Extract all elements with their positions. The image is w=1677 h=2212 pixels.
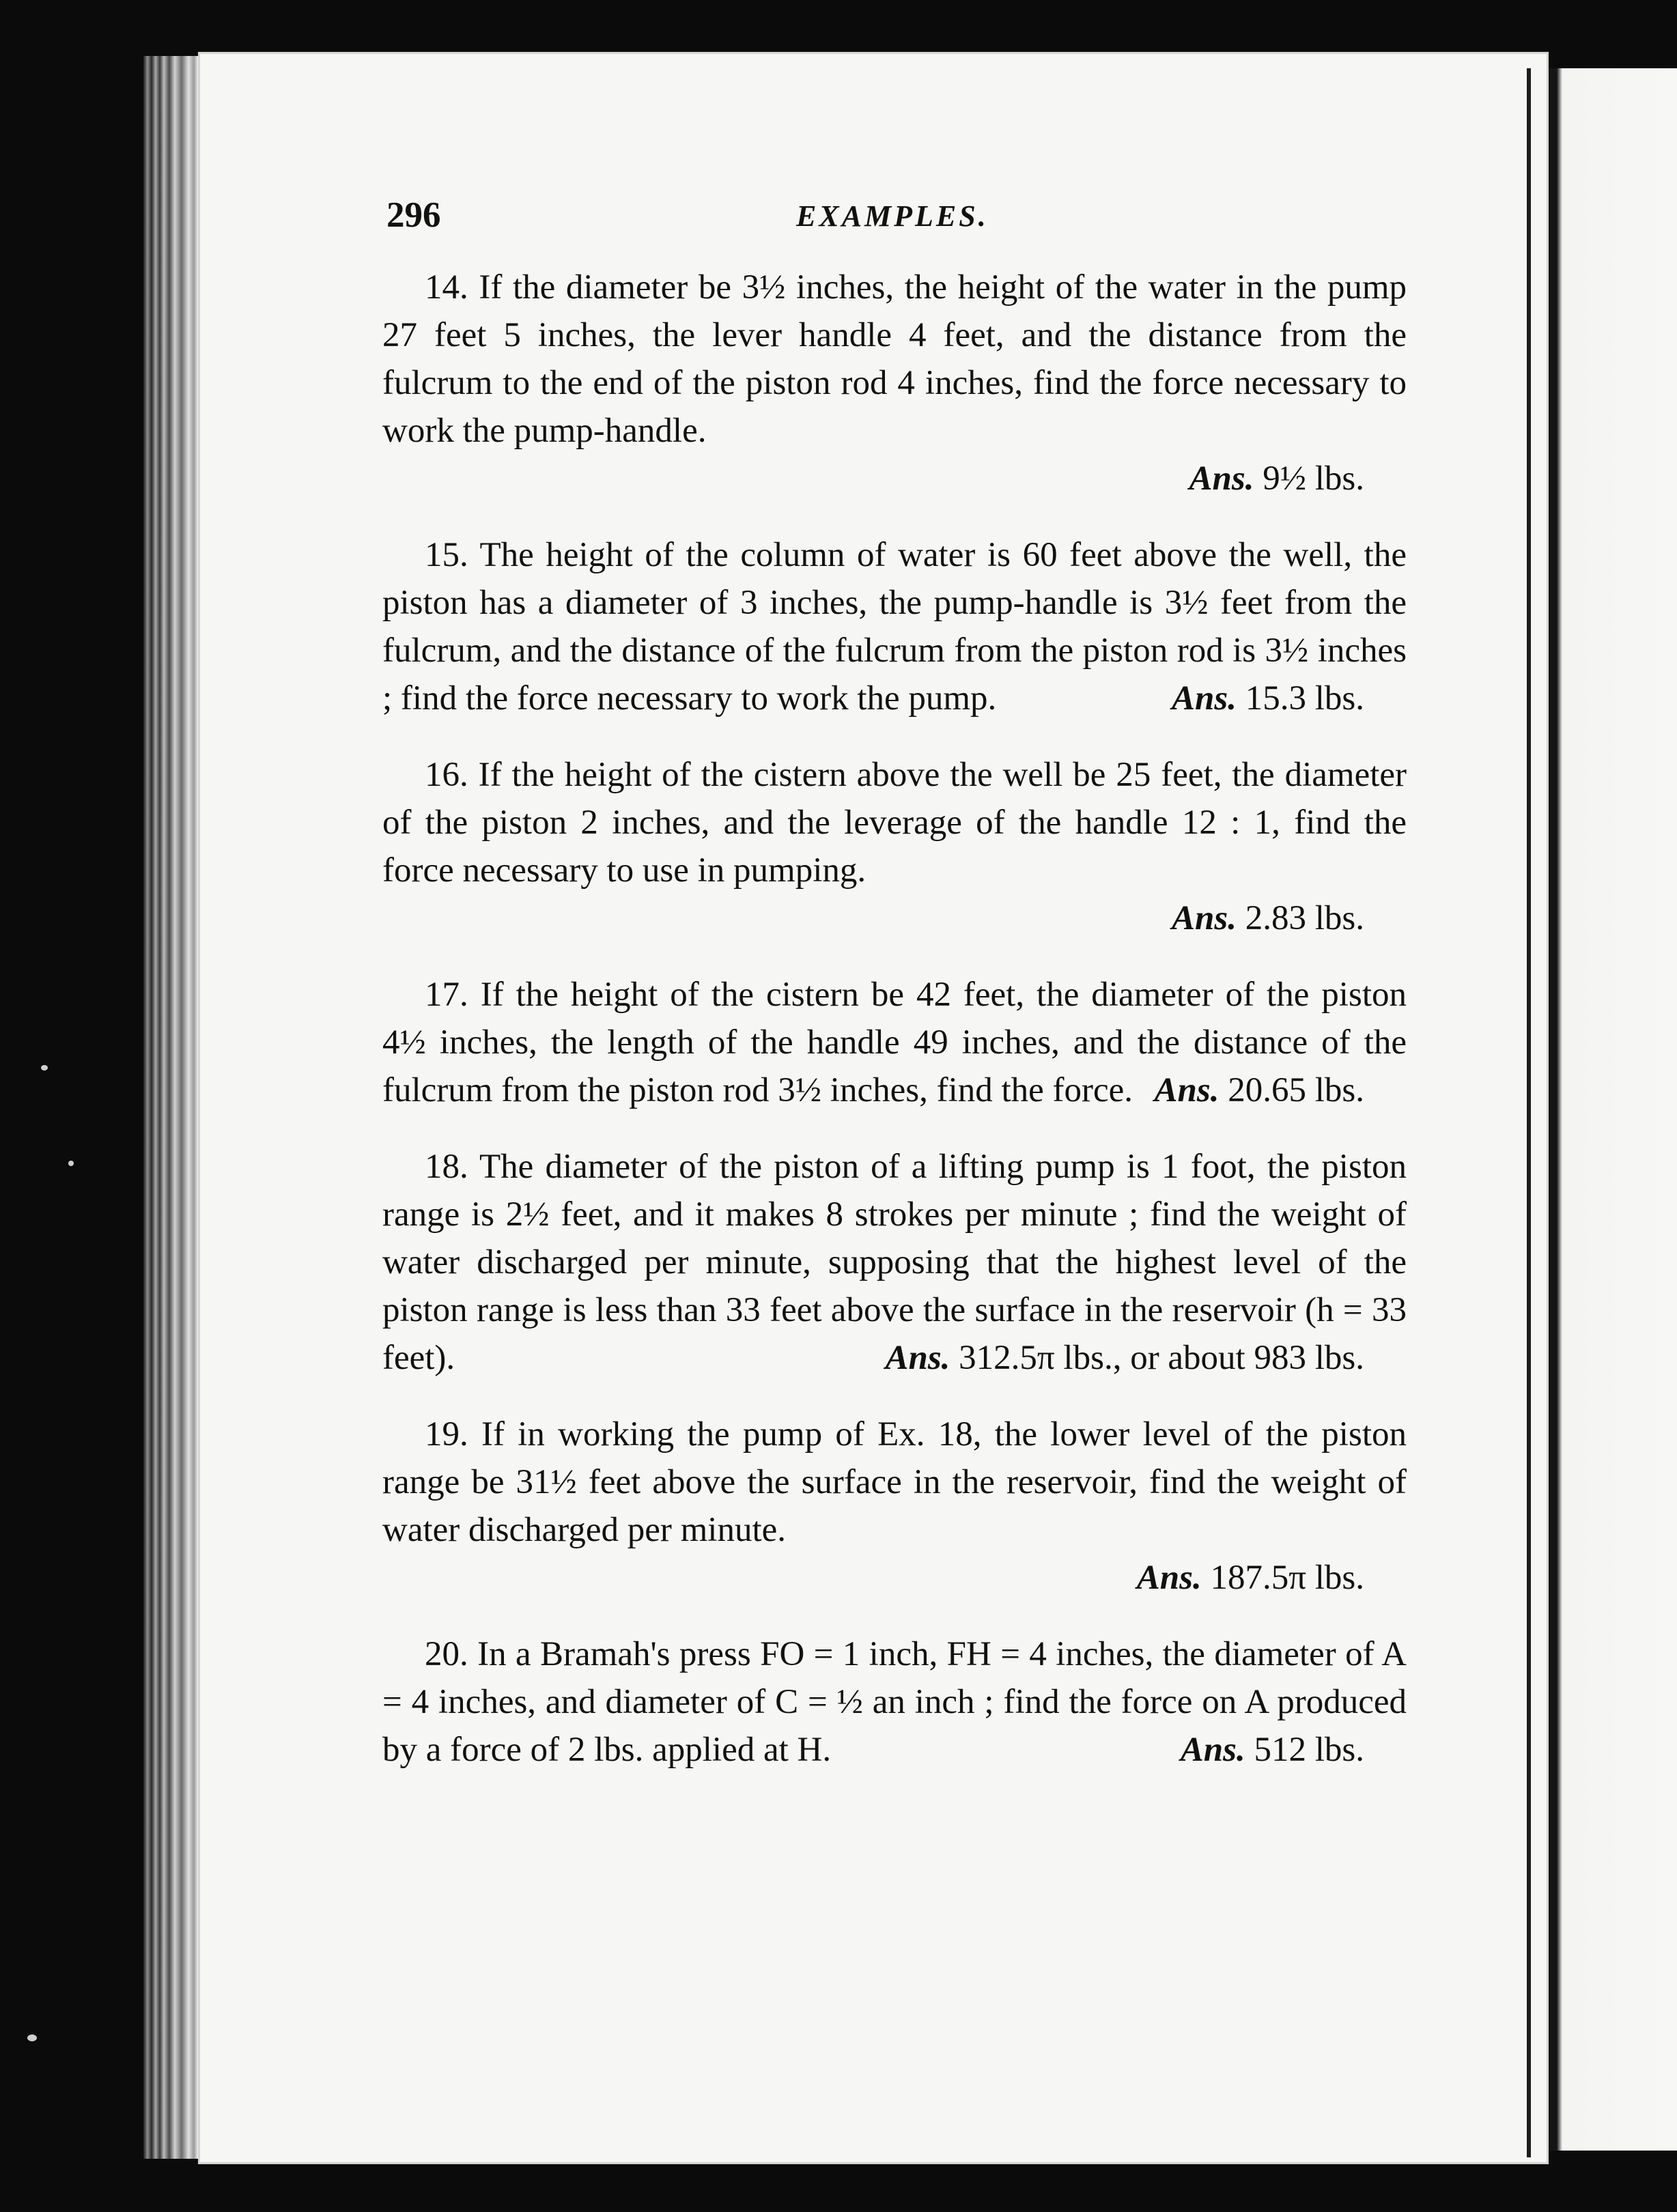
problem-statement: If in working the pump of Ex. 18, the lower level of the piston range be 31½ feet above the surface in the reservoir, find the weight of water discharged per minute. — [382, 1415, 1407, 1549]
problem-number: 17. — [425, 976, 468, 1014]
answer-value: 187.5π lbs. — [1210, 1559, 1364, 1597]
problem-number: 19. — [425, 1415, 468, 1454]
problem-number: 15. — [425, 536, 468, 574]
answer-value: 15.3 lbs. — [1245, 679, 1364, 718]
problem-number: 18. — [425, 1148, 468, 1186]
book-page-edges — [143, 56, 198, 2159]
answer-label: Ans. — [1171, 899, 1237, 937]
problem-number: 20. — [425, 1635, 468, 1673]
page-content — [382, 191, 1407, 1802]
answer-value: 2.83 lbs. — [1245, 899, 1364, 937]
problem-answer — [382, 1554, 1407, 1602]
answer-value: 312.5π lbs., or about 983 lbs. — [959, 1339, 1364, 1377]
answer-label: Ans. — [1180, 1731, 1245, 1769]
problem-15 — [382, 531, 1407, 722]
problem-statement: If the diameter be 3½ inches, the height of the water in the pump 27 feet 5 inches, the lever handle 4 feet, and the distance from the fulcrum to the end of the piston rod 4 inches, find the force necessary to work the pump-handle. — [382, 268, 1407, 450]
problem-statement: If the height of the cistern above the well be 25 feet, the diameter of the piston 2 inches, and the leverage of the handle 12 : 1, find the force necessary to use in pumping. — [382, 756, 1407, 890]
answer-value: 512 lbs. — [1254, 1731, 1364, 1769]
scan-speck — [27, 2034, 37, 2041]
answer-label: Ans. — [1189, 459, 1254, 498]
answer-value: 20.65 lbs. — [1228, 1071, 1364, 1109]
problem-answer — [382, 894, 1407, 942]
answer-label: Ans. — [1154, 1071, 1220, 1109]
answer-label: Ans. — [1136, 1559, 1202, 1597]
answer-label: Ans. — [885, 1339, 950, 1377]
problem-statement: In a Bramah's press FO = 1 inch, FH = 4 inches, the diameter of A = 4 inches, and diameter of C = ½ an inch ; find the force on A produced by a force of 2 lbs. applied at H. — [382, 1635, 1407, 1769]
problem-14 — [382, 264, 1407, 502]
problem-16 — [382, 751, 1407, 942]
facing-page-edge — [1549, 68, 1677, 2151]
problem-statement: If the height of the cistern be 42 feet, the diameter of the piston 4½ inches, the length of the handle 49 inches, and the distance of the fulcrum from the piston rod 3½ inches, find the force. — [382, 976, 1407, 1109]
answer-label: Ans. — [1171, 679, 1237, 718]
problem-text — [382, 751, 1407, 894]
problem-answer — [382, 1334, 1407, 1382]
problem-statement: The height of the column of water is 60 feet above the well, the piston has a diameter of 3 inches, the pump-handle is 3½ feet from the fulcrum, and the distance of the fulcrum from the piston rod is 3½ inches ; find the force necessary to work the pump. — [382, 536, 1407, 718]
problem-text — [382, 264, 1407, 455]
page-number: 296 — [386, 195, 441, 235]
problem-18 — [382, 1143, 1407, 1382]
problem-answer — [382, 455, 1407, 502]
problem-19 — [382, 1410, 1407, 1602]
page-header — [382, 191, 1407, 253]
problem-statement: The diameter of the piston of a lifting pump is 1 foot, the piston range is 2½ feet, and it makes 8 strokes per minute ; find the weight of water discharged per minute, supposing that the highest level of the piston range is less than 33 feet above the surface in the reservoir (h = 33 feet). — [382, 1148, 1407, 1377]
scan-speck — [41, 1065, 48, 1070]
answer-value: 9½ lbs. — [1263, 459, 1364, 498]
page-gutter-shadow — [1527, 68, 1531, 2157]
problem-17 — [382, 971, 1407, 1114]
problem-text — [382, 1410, 1407, 1554]
problem-number: 16. — [425, 756, 468, 794]
running-head: EXAMPLES. — [796, 199, 989, 233]
problem-20 — [382, 1630, 1407, 1774]
problem-number: 14. — [425, 268, 468, 307]
scan-speck — [68, 1161, 74, 1166]
